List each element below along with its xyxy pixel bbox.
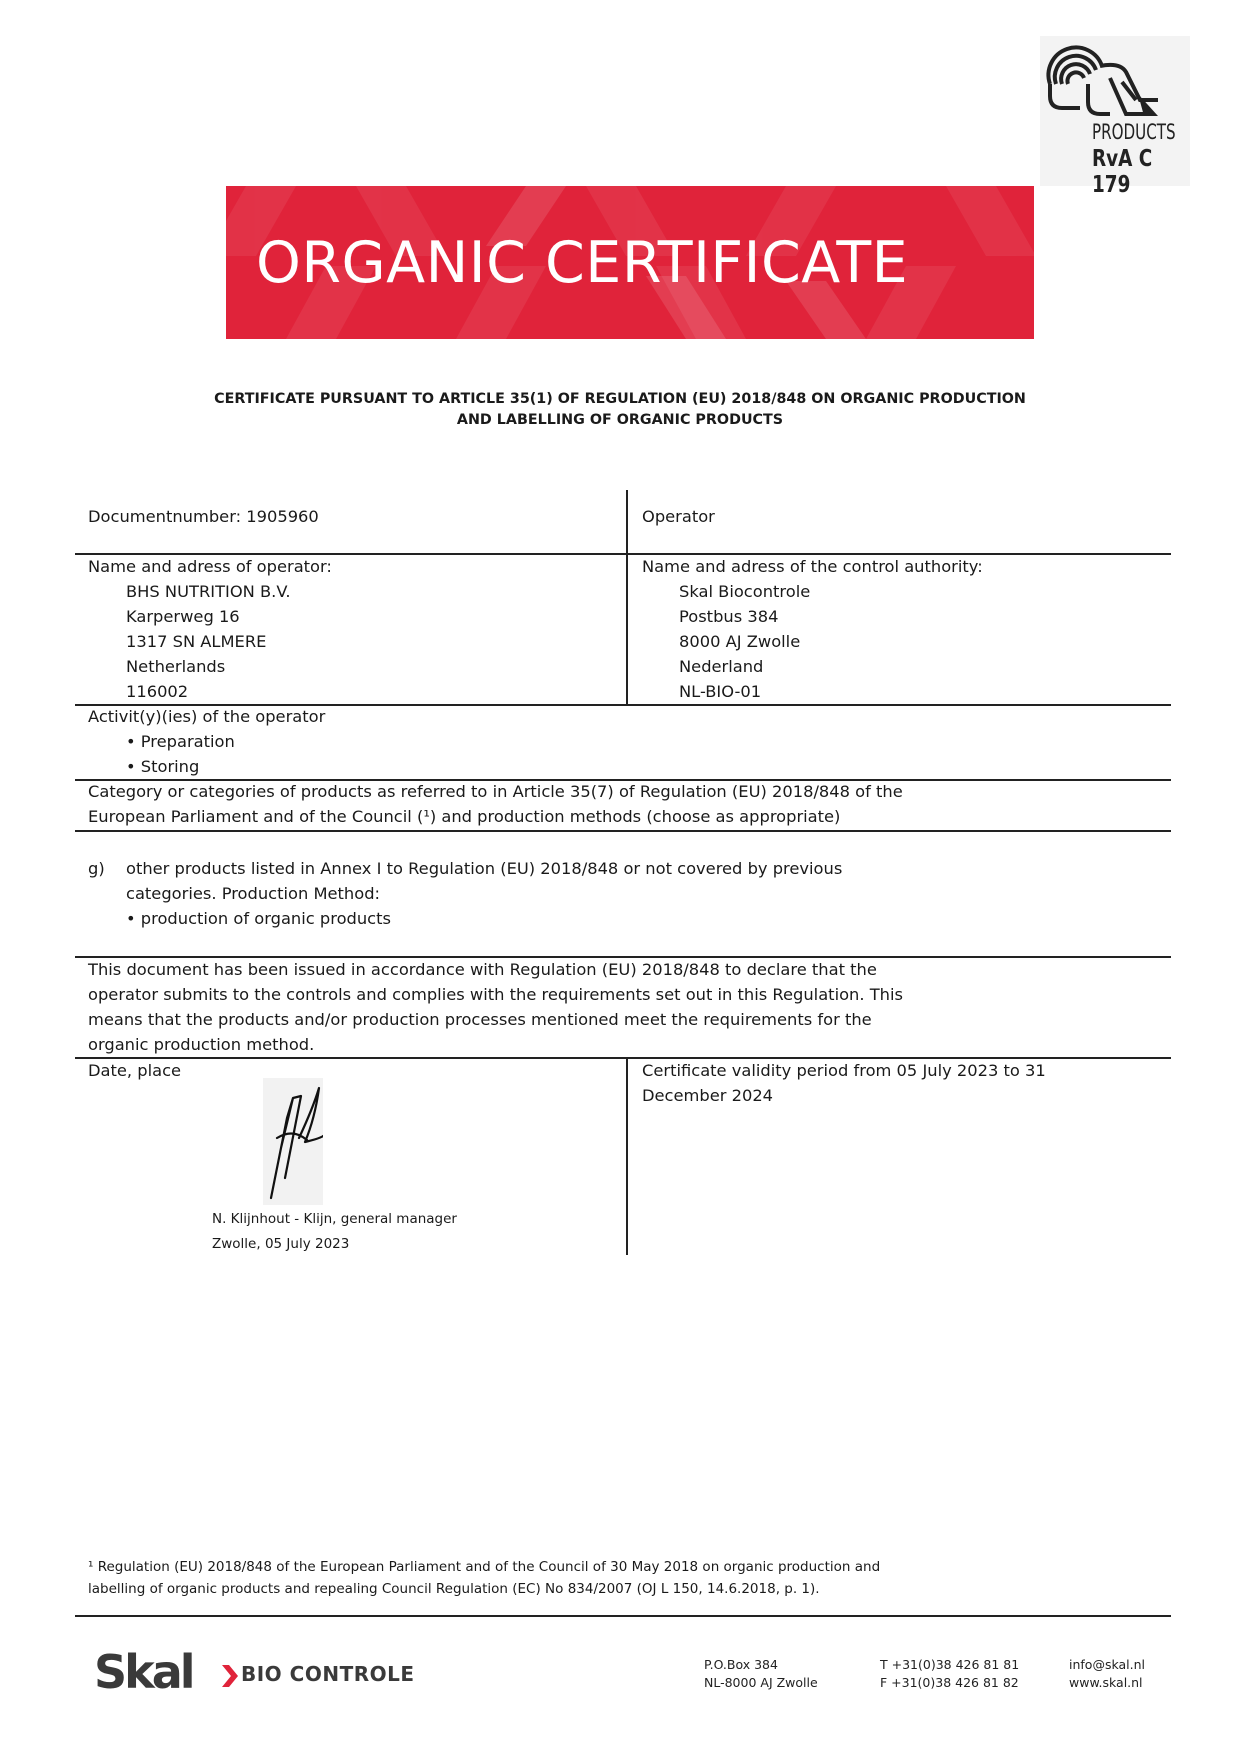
operator-label: Operator [642,507,715,526]
activity-item: • Preparation [126,732,235,751]
authority-postbox: Postbus 384 [679,607,779,626]
footer-email[interactable]: info@skal.nl [1069,1657,1145,1672]
row-divider [75,830,1171,832]
category-text-line-2: European Parliament and of the Council (¹) and production methods (choose as appropriate) [88,807,841,826]
footer-divider [75,1615,1171,1617]
operator-heading: Name and adress of operator: [88,557,332,576]
operator-country: Netherlands [126,657,226,676]
authority-name: Skal Biocontrole [679,582,811,601]
skal-brand: Skal [94,1645,193,1699]
validity-line-2: December 2024 [642,1086,774,1105]
declaration-line: means that the products and/or production processes mentioned meet the requirements for the [88,1010,872,1029]
authority-city: 8000 AJ Zwolle [679,632,801,651]
subtitle-line-2: AND LABELLING OF ORGANIC PRODUCTS [456,412,784,428]
chevron-right-icon [222,1665,238,1687]
skal-bio-controle: BIO CONTROLE [241,1662,415,1686]
rva-logo [1040,36,1190,198]
column-divider-bottom [626,1057,628,1255]
rva-products-label: PRODUCTS [1092,120,1176,144]
declaration-line: This document has been issued in accordance with Regulation (EU) 2018/848 to declare that the [88,960,877,979]
declaration-line: organic production method. [88,1035,315,1054]
signature-icon [263,1078,323,1205]
subtitle-line-1: CERTIFICATE PURSUANT TO ARTICLE 35(1) OF REGULATION (EU) 2018/848 ON ORGANIC PRODUCTION [214,391,1026,407]
date-place-label: Date, place [88,1061,182,1080]
product-category-line-2: categories. Production Method: [126,884,381,903]
regulation-subtitle [150,389,1090,431]
footer-address-line-2: NL-8000 AJ Zwolle [704,1675,818,1690]
category-text-line-1: Category or categories of products as referred to in Article 35(7) of Regulation (EU) 2018/848 of the [88,782,903,801]
declaration-line: operator submits to the controls and complies with the requirements set out in this Regulation. This [88,985,903,1004]
operator-city: 1317 SN ALMERE [126,632,267,651]
activity-item: • Storing [126,757,200,776]
operator-number: 116002 [126,682,189,701]
certificate-banner [226,186,1034,339]
footer-address-line-1: P.O.Box 384 [704,1657,778,1672]
column-divider-top [626,490,628,706]
signature-image [263,1078,323,1205]
activities-heading: Activit(y)(ies) of the operator [88,707,326,726]
authority-country: Nederland [679,657,764,676]
product-category-letter: g) [88,859,105,878]
footer-phone: T +31(0)38 426 81 81 [880,1657,1020,1672]
signing-date-place: Zwolle, 05 July 2023 [212,1236,350,1252]
certificate-title: ORGANIC CERTIFICATE [256,230,909,296]
authority-code: NL-BIO-01 [679,682,762,701]
footer-website[interactable]: www.skal.nl [1069,1675,1143,1690]
rva-code-label: RvA C 179 [1092,146,1153,198]
operator-street: Karperweg 16 [126,607,240,626]
authority-heading: Name and adress of the control authority: [642,557,983,576]
footnote-line-1: ¹ Regulation (EU) 2018/848 of the European Parliament and of the Council of 30 May 2018 on organic production and [88,1559,881,1575]
validity-line-1: Certificate validity period from 05 July 2023 to 31 [642,1061,1046,1080]
product-category-line-1: other products listed in Annex I to Regulation (EU) 2018/848 or not covered by previous [126,859,843,878]
footnote-line-2: labelling of organic products and repealing Council Regulation (EC) No 834/2007 (OJ L 150, 14.6.2018, p. 1). [88,1581,820,1597]
document-number: Documentnumber: 1905960 [88,507,319,526]
production-method: • production of organic products [126,909,391,928]
signatory-name: N. Klijnhout - Klijn, general manager [212,1211,457,1227]
operator-name: BHS NUTRITION B.V. [126,582,291,601]
footer-fax: F +31(0)38 426 81 82 [880,1675,1019,1690]
